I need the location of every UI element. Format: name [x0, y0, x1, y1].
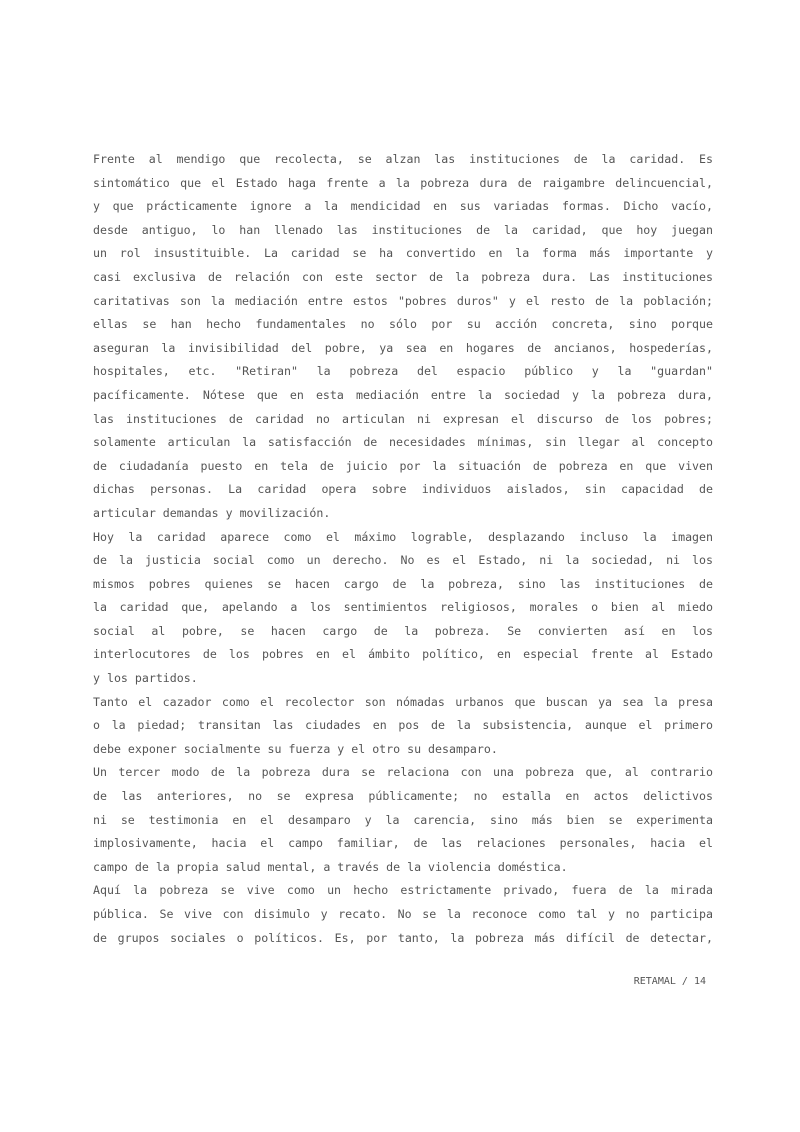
body-text: [93, 148, 713, 950]
text-line: Hoy la caridad aparece como el máximo lograble, desplazando incluso la imagen: [93, 529, 713, 544]
text-line: debe exponer socialmente su fuerza y el otro su desamparo.: [93, 741, 498, 756]
text-line: de grupos sociales o políticos. Es, por tanto, la pobreza más difícil de detectar,: [93, 930, 713, 945]
page-footer: RETAMAL / 14: [633, 976, 706, 987]
text-line: dichas personas. La caridad opera sobre individuos aislados, sin capacidad de: [93, 482, 713, 497]
text-line: Un tercer modo de la pobreza dura se relaciona con una pobreza que, al contrario: [93, 765, 713, 780]
text-line: de ciudadanía puesto en tela de juicio por la situación de pobreza en que viven: [93, 458, 713, 473]
text-line: solamente articulan la satisfacción de necesidades mínimas, sin llegar al concepto: [93, 435, 713, 450]
text-line: desde antiguo, lo han llenado las instituciones de la caridad, que hoy juegan: [93, 222, 713, 237]
text-line: la caridad que, apelando a los sentimientos religiosos, morales o bien al miedo: [93, 600, 713, 615]
text-line: Frente al mendigo que recolecta, se alzan las instituciones de la caridad. Es: [93, 152, 713, 166]
text-line: hospitales, etc. "Retiran" la pobreza del espacio público y la "guardan": [93, 364, 713, 379]
text-line: pública. Se vive con disimulo y recato. No se la reconoce como tal y no participa: [93, 907, 713, 921]
text-line: casi exclusiva de relación con este sector de la pobreza dura. Las instituciones: [93, 269, 713, 284]
text-line: Aquí la pobreza se vive como un hecho estrictamente privado, fuera de la mirada: [93, 883, 713, 898]
text-line: articular demandas y movilización.: [93, 505, 331, 520]
text-line: y que prácticamente ignore a la mendicidad en sus variadas formas. Dicho vacío,: [93, 199, 713, 214]
text-line: de la justicia social como un derecho. No es el Estado, ni la sociedad, ni los: [93, 553, 713, 568]
text-line: social al pobre, se hacen cargo de la pobreza. Se convierten así en los: [93, 623, 713, 638]
text-line: Tanto el cazador como el recolector son nómadas urbanos que buscan ya sea la presa: [93, 694, 713, 709]
text-line: las instituciones de caridad no articulan ni expresan el discurso de los pobres;: [93, 411, 713, 426]
text-line: pacíficamente. Nótese que en esta mediación entre la sociedad y la pobreza dura,: [93, 387, 713, 402]
text-line: y los partidos.: [93, 671, 198, 686]
text-line: sintomático que el Estado haga frente a la pobreza dura de raigambre delincuencial,: [93, 175, 713, 190]
text-line: implosivamente, hacia el campo familiar, de las relaciones personales, hacia el: [93, 836, 713, 851]
text-line: interlocutores de los pobres en el ámbito político, en especial frente al Estado: [93, 647, 713, 662]
text-line: o la piedad; transitan las ciudades en pos de la subsistencia, aunque el primero: [93, 718, 713, 733]
text-line: ellas se han hecho fundamentales no sólo por su acción concreta, sino porque: [93, 317, 713, 332]
text-line: campo de la propia salud mental, a través de la violencia doméstica.: [93, 859, 568, 874]
text-line: un rol insustituible. La caridad se ha convertido en la forma más importante y: [93, 246, 713, 261]
text-line: de las anteriores, no se expresa públicamente; no estalla en actos delictivos: [93, 789, 713, 804]
text-line: aseguran la invisibilidad del pobre, ya sea en hogares de ancianos, hospederías,: [93, 340, 713, 355]
text-line: mismos pobres quienes se hacen cargo de la pobreza, sino las instituciones de: [93, 576, 713, 591]
text-line: ni se testimonia en el desamparo y la carencia, sino más bien se experimenta: [93, 812, 713, 827]
text-line: caritativas son la mediación entre estos "pobres duros" y el resto de la población;: [93, 293, 713, 308]
